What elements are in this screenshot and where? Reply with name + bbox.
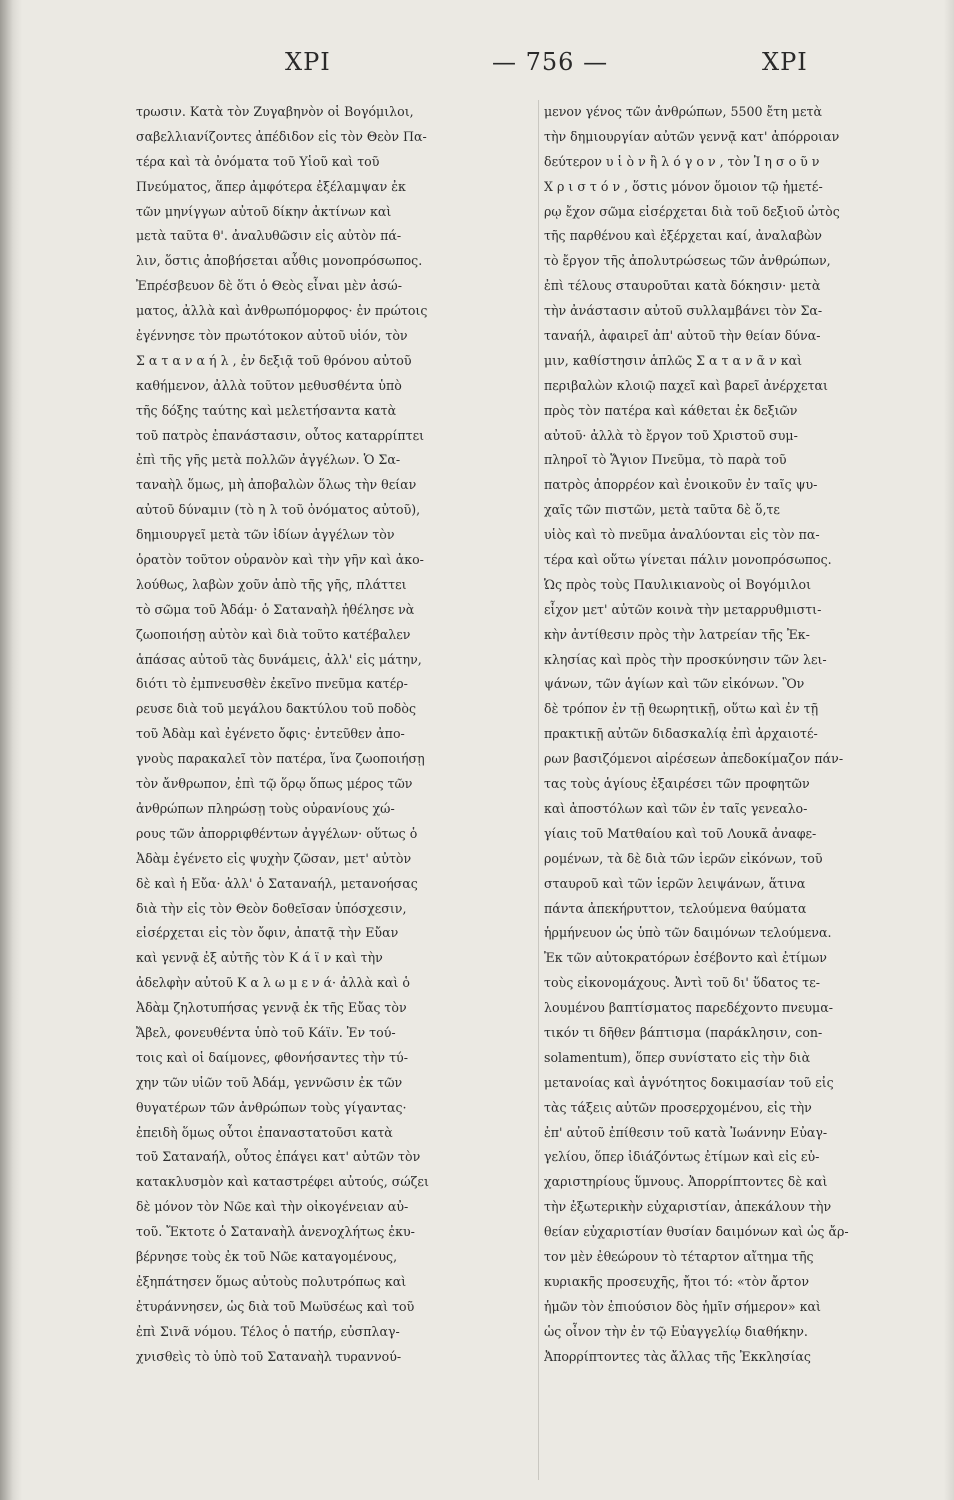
text-line: ταναὴλ ὅμως, μὴ ἀποβαλὼν ὅλως τὴν θείαν [136, 477, 417, 493]
text-line: κὴν ἀντίθεσιν πρὸς τὴν λατρείαν τῆς Ἐκ- [544, 626, 810, 642]
text-line: ἐπειδὴ ὅμως οὗτοι ἐπαναστατοῦσι κατὰ [136, 1124, 393, 1140]
text-line: ὡς οἶνον τὴν ἐν τῷ Εὐαγγελίῳ διαθήκην. [544, 1323, 808, 1339]
text-line: τὴν ἐξωτερικὴν εὐχαριστίαν, ἀπεκάλουν τὴν [544, 1199, 832, 1215]
text-line: τὸ ἔργον τῆς ἀπολυτρώσεως τῶν ἀνθρώπων, [544, 253, 831, 269]
text-line: δὲ μόνον τὸν Νῶε καὶ τὴν οἰκογένειαν αὐ- [136, 1199, 409, 1215]
text-line: αὐτοῦ· ἀλλὰ τὸ ἔργον τοῦ Χριστοῦ συμ- [544, 427, 798, 443]
text-line: μενον γένος τῶν ἀνθρώπων, 5500 ἔτη μετὰ [544, 104, 822, 119]
text-line: δεύτερον υ ἱ ὸ ν ἢ λ ό γ ο ν , τὸν Ἰ η σ ο ῦ ν [544, 153, 820, 169]
text-line: ὁρατὸν τοῦτον οὐρανὸν καὶ τὴν γῆν καὶ ἀκο- [136, 552, 424, 568]
text-line: τὴν δημιουργίαν αὐτῶν γεννᾷ κατ' ἀπόρροιαν [544, 128, 840, 144]
text-line: περιβαλὼν κλοιῷ παχεῖ καὶ βαρεῖ ἀνέρχεται [544, 377, 828, 393]
text-line: γελίου, ὅπερ ἰδιάζόντως ἐτίμων καὶ εἰς εὐ- [544, 1149, 820, 1165]
text-line: χην τῶν υἱῶν τοῦ Ἀδάμ, γεννῶσιν ἐκ τῶν [136, 1074, 403, 1090]
text-line: τοῦ. Ἔκτοτε ὁ Σαταναὴλ ἀνενοχλήτως ἐκυ- [136, 1224, 415, 1240]
text-line: τοὺς εἰκονομάχους. Ἀντὶ τοῦ δι' ὕδατος τε- [544, 975, 820, 991]
text-line: Πνεύματος, ἅπερ ἀμφότερα ἐξέλαμψαν ἐκ [136, 178, 406, 194]
text-line: διὰ τὴν εἰς τὸν Θεὸν δοθεῖσαν ὑπόσχεσιν, [136, 900, 407, 916]
text-line: ἐτυράννησεν, ὡς διὰ τοῦ Μωϋσέως καὶ τοῦ [136, 1298, 415, 1314]
text-line: τῆς δόξης ταύτης καὶ μελετήσαντα κατὰ [136, 402, 397, 418]
text-line: κυριακῆς προσευχῆς, ἤτοι τό: «τὸν ἄρτον [544, 1273, 809, 1289]
text-line: τοῦ Σαταναήλ, οὗτος ἐπάγει κατ' αὐτῶν τὸν [136, 1149, 421, 1165]
text-line: τοῦ Ἀδὰμ καὶ ἐγένετο ὄφις· ἐντεῦθεν ἀπο- [136, 726, 405, 742]
text-line: πρακτικῇ αὐτῶν διδασκαλίᾳ ἐπὶ ἀρχαιοτέ- [544, 726, 818, 742]
text-line: πάντα ἀπεκήρυττον, τελούμενα θαύματα [544, 900, 807, 916]
text-line: τέρα καὶ οὕτω γίνεται πάλιν μονοπρόσωπος. [544, 552, 832, 568]
text-line: solamentum), ὅπερ συνίστατο εἰς τὴν διὰ [544, 1049, 811, 1065]
text-line: τικόν τι δῆθεν βάπτισμα (παράκλησιν, con- [544, 1024, 823, 1040]
left-column-text [136, 100, 534, 1369]
text-line: τὸ σῶμα τοῦ Ἀδάμ· ὁ Σαταναὴλ ἠθέλησε νὰ [136, 601, 415, 617]
text-line: διότι τὸ ἐμπνευσθὲν ἐκεῖνο πνεῦμα κατέρ- [136, 676, 408, 692]
text-line: πληροῖ τὸ Ἅγιον Πνεῦμα, τὸ παρὰ τοῦ [544, 452, 787, 468]
text-line: πρὸς τὸν πατέρα καὶ κάθεται ἐκ δεξιῶν [544, 402, 798, 418]
page-number: — 756 — [492, 48, 609, 76]
text-line: τας τοὺς ἁγίους ἐξαιρέσει τῶν προφητῶν [544, 776, 810, 792]
right-column-text [544, 100, 948, 1369]
text-line: ρομένων, τὰ δὲ διὰ τῶν ἱερῶν εἰκόνων, τοῦ [544, 850, 823, 866]
text-line: τοῦ πατρὸς ἐπανάστασιν, οὗτος καταρρίπτει [136, 427, 425, 443]
text-line: Ἐπρέσβευον δὲ ὅτι ὁ Θεὸς εἶναι μὲν ἀσώ- [136, 278, 402, 294]
binding-shadow [0, 0, 22, 1500]
text-line: κατακλυσμὸν καὶ καταστρέφει αὐτούς, σώζει [136, 1174, 429, 1190]
text-line: τοις καὶ οἱ δαίμονες, φθονήσαντες τὴν τύ- [136, 1049, 408, 1065]
text-line: τὸν ἄνθρωπον, ἐπὶ τῷ ὅρῳ ὅπως μέρος τῶν [136, 776, 413, 792]
text-line: ἐπ' αὐτοῦ ἐπίθεσιν τοῦ κατὰ Ἰωάννην Εὐαγ- [544, 1124, 828, 1140]
text-line: Ἄβελ, φονευθέντα ὑπὸ τοῦ Κάϊν. Ἐν τού- [136, 1024, 396, 1040]
text-line: Ἀπορρίπτοντες τὰς ἄλλας τῆς Ἐκκλησίας [544, 1348, 811, 1364]
text-line: ματος, ἀλλὰ καὶ ἀνθρωπόμορφος· ἐν πρώτοις [136, 303, 428, 319]
text-line: χαριστηρίους ὕμνους. Ἀπορρίπτοντες δὲ καὶ [544, 1174, 828, 1190]
text-line: ρων βασιζόμενοι αἱρέσεων ἀπεδοκίμαζον πάν- [544, 751, 844, 767]
text-line: τρωσιν. Κατὰ τὸν Ζυγαβηνὸν οἱ Βογόμιλοι, [136, 104, 414, 119]
text-line: ἐγέννησε τὸν πρωτότοκον αὐτοῦ υἱόν, τὸν [136, 328, 408, 344]
text-line: ζωοποιήσῃ αὐτὸν καὶ διὰ τοῦτο κατέβαλεν [136, 626, 411, 642]
text-line: βέρνησε τοὺς ἐκ τοῦ Νῶε καταγομένους, [136, 1248, 398, 1264]
text-line: Ἐκ τῶν αὐτοκρατόρων ἐσέβοντο καὶ ἐτίμων [544, 950, 827, 966]
text-line: ἡμῶν τὸν ἐπιούσιον δὸς ἡμῖν σήμερον» καὶ [544, 1298, 821, 1314]
text-line: ἐπὶ Σινᾶ νόμου. Τέλος ὁ πατήρ, εὐσπλαγ- [136, 1323, 400, 1339]
header-left-keyword: ΧΡΙ [285, 48, 331, 76]
text-line: ταναήλ, ἀφαιρεῖ ἀπ' αὐτοῦ τὴν θείαν δύνα- [544, 328, 821, 344]
text-line: ἀνθρώπων πληρώσῃ τοὺς οὐρανίους χώ- [136, 800, 395, 816]
text-line: Σ α τ α ν α ή λ , ἐν δεξιᾷ τοῦ θρόνου αὐτοῦ [136, 352, 412, 368]
text-line: τῶν μηνίγγων αὐτοῦ δίκην ἀκτίνων καὶ [136, 203, 392, 219]
text-line: υἱὸς καὶ τὸ πνεῦμα ἀναλύονται εἰς τὸν πα- [544, 527, 820, 543]
text-line: ἁπάσας αὐτοῦ τὰς δυνάμεις, ἀλλ' εἰς μάτην, [136, 651, 422, 667]
text-line: ἐπὶ τέλους σταυροῦται κατὰ δόκησιν· μετὰ [544, 278, 821, 294]
text-line: χαῖς τῶν πιστῶν, μετὰ ταῦτα δὲ ὅ,τε [544, 502, 780, 518]
text-line: Χ ρ ι σ τ ό ν , ὅστις μόνον ὅμοιον τῷ ἡμετέ- [544, 178, 823, 194]
running-header [0, 48, 954, 88]
text-line: ἐξηπάτησεν ὅμως αὐτοὺς πολυτρόπως καὶ [136, 1273, 407, 1289]
text-line: Ὡς πρὸς τοὺς Παυλικιανοὺς οἱ Βογόμιλοι [544, 576, 812, 592]
text-line: δημιουργεῖ μετὰ τῶν ἰδίων ἀγγέλων τὸν [136, 527, 395, 543]
text-line: μετανοίας καὶ ἁγνότητος δοκιμασίαν τοῦ εἰς [544, 1074, 834, 1090]
text-line: τέρα καὶ τὰ ὀνόματα τοῦ Υἱοῦ καὶ τοῦ [136, 153, 380, 169]
text-line: καὶ γεννᾷ ἐξ αὐτῆς τὸν Κ ά ϊ ν καὶ τὴν [136, 950, 383, 966]
text-line: ἡρμήνευον ὡς ὑπὸ τῶν δαιμόνων τελούμενα. [544, 925, 832, 941]
text-line: Ἀδὰμ ζηλοτυπήσας γεννᾷ ἐκ τῆς Εὔας τὸν [136, 1000, 407, 1016]
text-line: πατρὸς ἀπορρέον καὶ ἐνοικοῦν ἐν ταῖς ψυ- [544, 477, 818, 493]
text-line: ρῳ ἔχον σῶμα εἰσέρχεται διὰ τοῦ δεξιοῦ ὠτὸς [544, 203, 840, 219]
column-divider [538, 100, 539, 1480]
text-line: ἀδελφὴν αὐτοῦ Κ α λ ω μ ε ν ά· ἀλλὰ καὶ ὁ [136, 975, 410, 991]
text-line: εἶχον μετ' αὐτῶν κοινὰ τὴν μεταρρυθμιστι- [544, 601, 822, 617]
text-line: χνισθεὶς τὸ ὑπὸ τοῦ Σαταναὴλ τυραννού- [136, 1348, 402, 1364]
text-line: ρευσε διὰ τοῦ μεγάλου δακτύλου τοῦ ποδὸς [136, 701, 416, 717]
text-line: λούθως, λαβὼν χοῦν ἀπὸ τῆς γῆς, πλάττει [136, 576, 407, 592]
text-line: καὶ ἀποστόλων καὶ τῶν ἐν ταῖς γενεαλο- [544, 800, 808, 816]
text-line: λουμένου βαπτίσματος παρεδέχοντο πνευμα- [544, 1000, 833, 1016]
text-line: κλησίας καὶ πρὸς τὴν προσκύνησιν τῶν λει- [544, 651, 827, 667]
text-line: δὲ καὶ ἡ Εὔα· ἀλλ' ὁ Σαταναήλ, μετανοήσας [136, 875, 418, 891]
text-line: θυγατέρων τῶν ἀνθρώπων τοὺς γίγαντας· [136, 1099, 407, 1115]
header-right-keyword: ΧΡΙ [762, 48, 808, 76]
text-line: γνοὺς παρακαλεῖ τὸν πατέρα, ἵνα ζωοποιήσῃ [136, 751, 425, 767]
text-line: ἐπὶ τῆς γῆς μετὰ πολλῶν ἀγγέλων. Ὁ Σα- [136, 452, 401, 468]
text-line: τῆς παρθένου καὶ ἐξέρχεται καί, ἀναλαβὼν [544, 228, 822, 244]
text-line: δὲ τρόπον ἐν τῇ θεωρητικῇ, οὕτω καὶ ἐν τῇ [544, 701, 819, 717]
text-line: αὐτοῦ δύναμιν (τὸ η λ τοῦ ὀνόματος αὐτοῦ), [136, 502, 421, 518]
text-line: ψάνων, τῶν ἁγίων καὶ τῶν εἰκόνων. Ὃν [544, 676, 805, 692]
text-line: τὴν ἀνάστασιν αὐτοῦ συλλαμβάνει τὸν Σα- [544, 303, 823, 319]
text-line: γίαις τοῦ Ματθαίου καὶ τοῦ Λουκᾶ ἀναφε- [544, 825, 817, 841]
text-line: σαβελλιανίζοντες ἀπέδιδον εἰς τὸν Θεὸν Πα- [136, 128, 427, 144]
text-line: λιν, ὅστις ἀποβήσεται αὖθις μονοπρόσωπος. [136, 253, 423, 269]
text-line: Ἀδὰμ ἐγένετο εἰς ψυχὴν ζῶσαν, μετ' αὐτὸν [136, 850, 412, 866]
text-line: θείαν εὐχαριστίαν θυσίαν δαιμόνων καὶ ὡς ἄρ- [544, 1224, 849, 1240]
text-line: τον μὲν ἐθεώρουν τὸ τέταρτον αἴτημα τῆς [544, 1248, 814, 1264]
text-line: μετὰ ταῦτα θ'. ἀναλυθῶσιν εἰς αὐτὸν πά- [136, 228, 402, 244]
text-line: ρους τῶν ἀπορριφθέντων ἀγγέλων· οὕτως ὁ [136, 825, 418, 841]
text-line: σταυροῦ καὶ τῶν ἱερῶν λειψάνων, ἅτινα [544, 875, 806, 891]
text-line: καθήμενον, ἀλλὰ τοῦτον μεθυσθέντα ὑπὸ [136, 377, 402, 393]
text-line: μιν, καθίστησιν ἁπλῶς Σ α τ α ν ᾶ ν καὶ [544, 352, 803, 368]
text-line: εἰσέρχεται εἰς τὸν ὄφιν, ἀπατᾷ τὴν Εὔαν [136, 925, 399, 941]
text-line: τὰς τάξεις αὐτῶν προσερχομένου, εἰς τὴν [544, 1099, 812, 1115]
